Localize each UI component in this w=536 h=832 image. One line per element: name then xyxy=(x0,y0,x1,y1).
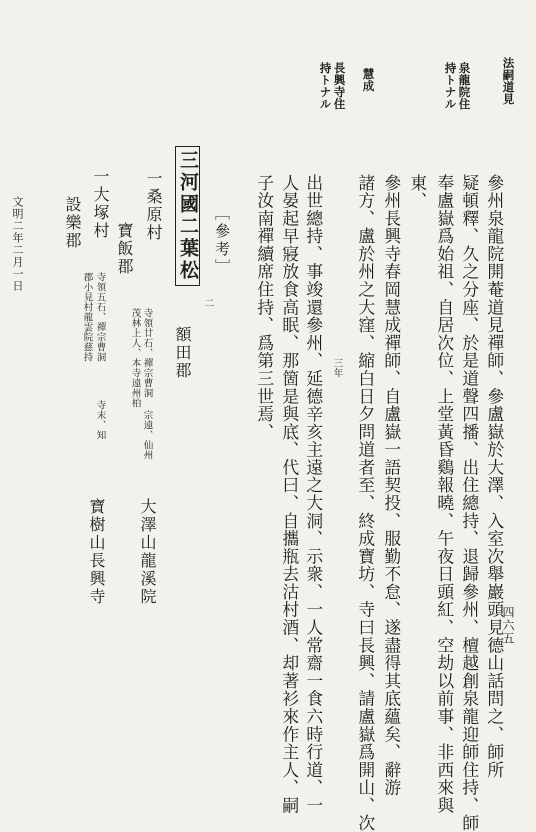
page-number: 四六五 xyxy=(501,606,515,645)
body-column-9: 子汝南禪續席住持、爲第三世焉、 xyxy=(254,174,275,441)
body-column-4: 東、 xyxy=(407,174,428,210)
entry-village: 一大塚村 xyxy=(91,168,110,240)
header-note-2a: 泉龍院住 xyxy=(457,62,472,110)
reference-heading: ［參考］ xyxy=(213,205,231,277)
header-note-1: 法嗣道見 xyxy=(501,57,516,105)
county-title: 額田郡 xyxy=(173,326,192,380)
entry-village: 一桑原村 xyxy=(144,170,163,242)
entry-gloss-tail: 宗遠、仙州 xyxy=(141,410,153,460)
reference-box-title: 三河國二葉松 xyxy=(175,146,200,286)
reference-number: 二 xyxy=(202,298,214,308)
body-column-5: 參州長興寺春岡慧成禪師、自盧嶽一語契投、服勤不怠、遂盡得其底蘊矣、辭游 xyxy=(381,174,402,797)
header-note-4a: 長興寺住 xyxy=(332,62,347,110)
entry-temple: 寶樹山長興寺 xyxy=(87,498,106,606)
county-title: 寶飯郡 xyxy=(115,222,134,276)
body-column-2: 疑頓釋、久之分座、於是道聲四播、出住總持、退歸參州、檀越創泉龍迎師住持、師 xyxy=(459,174,480,832)
body-column-1: 參州泉龍院開菴道見禪師、參盧嶽於大澤、入室次舉巖頭見德山話問之、師所 xyxy=(484,174,505,779)
entry-temple: 大澤山龍溪院 xyxy=(138,498,157,606)
entry-gloss-right: 寺領廿石、禪宗曹洞 xyxy=(141,308,153,398)
county-title: 設樂郡 xyxy=(63,196,82,250)
body-column-6: 諸方、盧於州之大窪、縮白日夕問道者至、終成寶坊、寺曰長興、請盧嶽爲開山、次 xyxy=(355,174,376,832)
body-column-8: 人晏起早寢放食高眠、那箇是與底、代曰、自攜瓶去沽村酒、却著衫來作主人、嗣 xyxy=(279,174,300,815)
body-column-7: 出世總持、事竣還參州、延德辛亥主遠之大洞、示衆、一人常齋一食六時行道、一 xyxy=(303,174,324,815)
header-note-4b: 持トナル xyxy=(318,62,333,110)
entry-gloss-left: 郡小見村龍雲院慈持 xyxy=(81,272,93,362)
small-note: 三年 xyxy=(331,358,343,378)
date-note: 文明二年二月一日 xyxy=(11,196,24,292)
entry-gloss-right: 寺領五石、禪宗曹洞 xyxy=(94,272,106,362)
header-note-3: 慧成 xyxy=(361,68,376,92)
body-column-3: 奉盧嶽爲始祖、自居次位、上堂黃昏鷄報曉、午夜日頭紅、空劫以前事、非西來與 xyxy=(434,174,455,815)
header-note-2b: 持トナル xyxy=(443,62,458,110)
entry-gloss-left: 茂林上人、本寺遠州柏 xyxy=(129,308,141,408)
entry-gloss-tail: 寺末、知 xyxy=(94,400,106,440)
